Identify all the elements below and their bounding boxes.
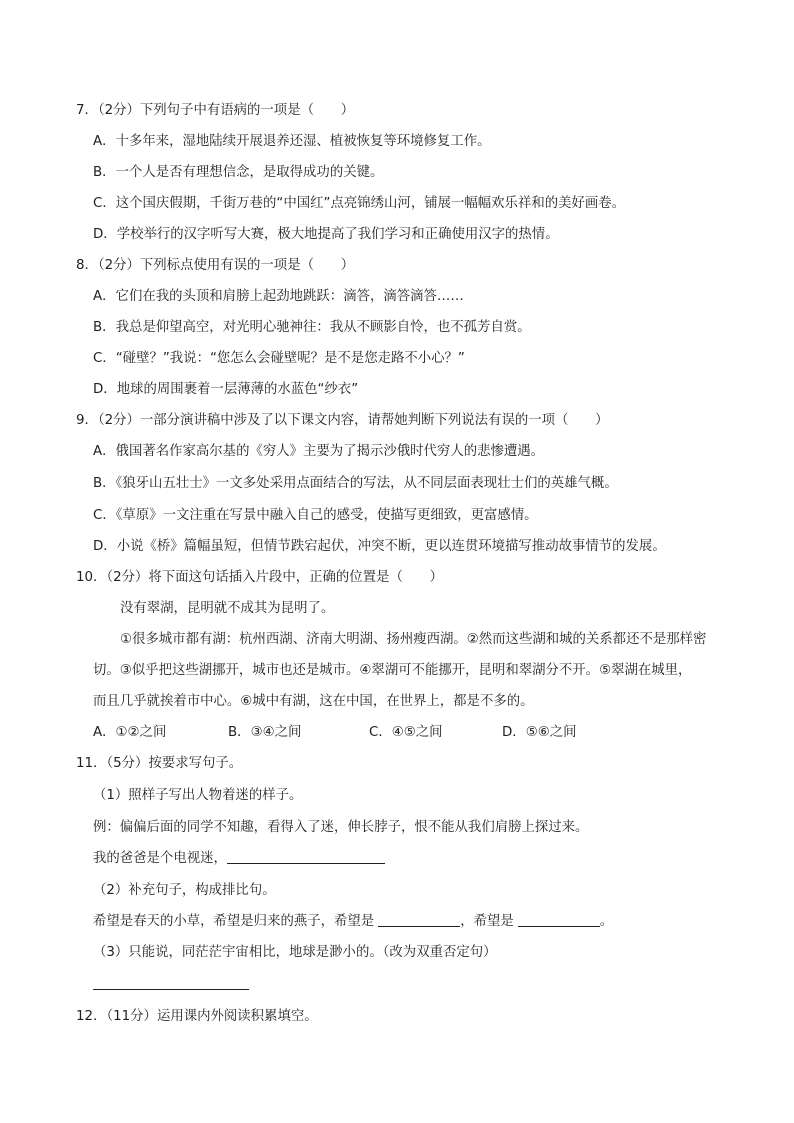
question-9-option-d: D．小说《桥》篇幅虽短，但情节跌宕起伏，冲突不断，更以连贯环境描写推动故事情节的发展。 xyxy=(93,539,666,554)
question-9-option-a: A．俄国著名作家高尔基的《穷人》主要为了揭示沙俄时代穷人的悲惨遭遇。 xyxy=(93,444,545,459)
question-12-stem: 12．（11分）运用课内外阅读积累填空。 xyxy=(76,1009,318,1024)
question-11-part2-text-a: 希望是春天的小草，希望是归来的燕子，希望是 xyxy=(93,914,375,929)
question-10-passage-line-1: ①很多城市都有湖：杭州西湖、济南大明湖、扬州瘦西湖。②然而这些湖和城的关系都还不是那样密 xyxy=(120,632,707,647)
question-8-option-b: B．我总是仰望高空，对光明心驰神往：我从不顾影自怜，也不孤芳自赏。 xyxy=(93,320,531,335)
question-7-stem: 7．（2分）下列句子中有语病的一项是（ ） xyxy=(76,103,355,118)
question-7-option-d: D．学校举行的汉字听写大赛，极大地提高了我们学习和正确使用汉字的热情。 xyxy=(93,227,559,242)
question-10-passage-line-3: 而且几乎就挨着市中心。⑥城中有湖，这在中国，在世界上，都是不多的。 xyxy=(93,694,534,709)
question-11-part2-text-b: ，希望是 xyxy=(460,914,514,929)
question-7-option-c: C．这个国庆假期，千街万巷的“中国红”点亮锦绣山河，铺展一幅幅欢乐祥和的美好画卷。 xyxy=(93,196,626,211)
question-11-part1-line xyxy=(93,849,385,869)
question-10-insert-sentence: 没有翠湖，昆明就不成其为昆明了。 xyxy=(120,601,335,616)
question-7-option-b: B．一个人是否有理想信念，是取得成功的关键。 xyxy=(93,165,384,180)
question-9-option-c: C．《草原》一文注重在写景中融入自己的感受，使描写更细致，更富感情。 xyxy=(93,508,538,523)
answer-blank[interactable] xyxy=(227,849,385,864)
question-11-part2-title: （2）补充句子，构成排比句。 xyxy=(93,883,276,898)
question-11-part1-prompt: 我的爸爸是个电视迷， xyxy=(93,851,227,866)
question-10-choice-c: C．④⑤之间 xyxy=(369,725,443,740)
question-10-choice-a: A．①②之间 xyxy=(93,725,167,740)
question-8-option-d: D．地球的周围裹着一层薄薄的水蓝色“纱衣” xyxy=(93,382,359,397)
question-10-choice-d: D．⑤⑥之间 xyxy=(502,725,577,740)
question-11-part3-title: （3）只能说，同茫茫宇宙相比，地球是渺小的。（改为双重否定句） xyxy=(93,945,497,960)
question-11-part3-line xyxy=(93,975,249,995)
question-11-part2-line xyxy=(93,912,613,932)
question-9-option-b: B．《狼牙山五壮士》一文多处采用点面结合的写法，从不同层面表现壮士们的英雄气概。 xyxy=(93,476,618,491)
answer-blank[interactable] xyxy=(93,975,249,990)
question-11-stem: 11．（5分）按要求写句子。 xyxy=(76,756,243,771)
question-11-part2-text-c: 。 xyxy=(599,914,614,929)
question-9-stem: 9．（2分）一部分演讲稿中涉及了以下课文内容，请帮她判断下列说法有误的一项（ ） xyxy=(76,413,609,428)
answer-blank[interactable] xyxy=(378,912,460,927)
question-8-stem: 8．（2分）下列标点使用有误的一项是（ ） xyxy=(76,258,355,273)
question-11-part1-example: 例：偏偏后面的同学不知趣，看得入了迷，伸长脖子，恨不能从我们肩膀上探过来。 xyxy=(93,820,589,835)
question-10-choice-b: B．③④之间 xyxy=(228,725,302,740)
answer-blank[interactable] xyxy=(518,912,600,927)
question-11-part1-title: （1）照样子写出人物着迷的样子。 xyxy=(93,788,303,803)
question-10-passage-line-2: 切。③似乎把这些湖挪开，城市也还是城市。④翠湖可不能挪开，昆明和翠湖分不开。⑤翠湖在城里， xyxy=(93,663,692,678)
question-10-stem: 10．（2分）将下面这句话插入片段中，正确的位置是（ ） xyxy=(76,570,444,585)
question-7-option-a: A．十多年来，湿地陆续开展退养还湿、植被恢复等环境修复工作。 xyxy=(93,134,491,149)
question-8-option-c: C．“碰壁？”我说：“您怎么会碰壁呢？是不是您走路不小心？” xyxy=(93,351,465,366)
question-8-option-a: A．它们在我的头顶和肩膀上起劲地跳跃：滴答，滴答滴答…… xyxy=(93,289,464,304)
